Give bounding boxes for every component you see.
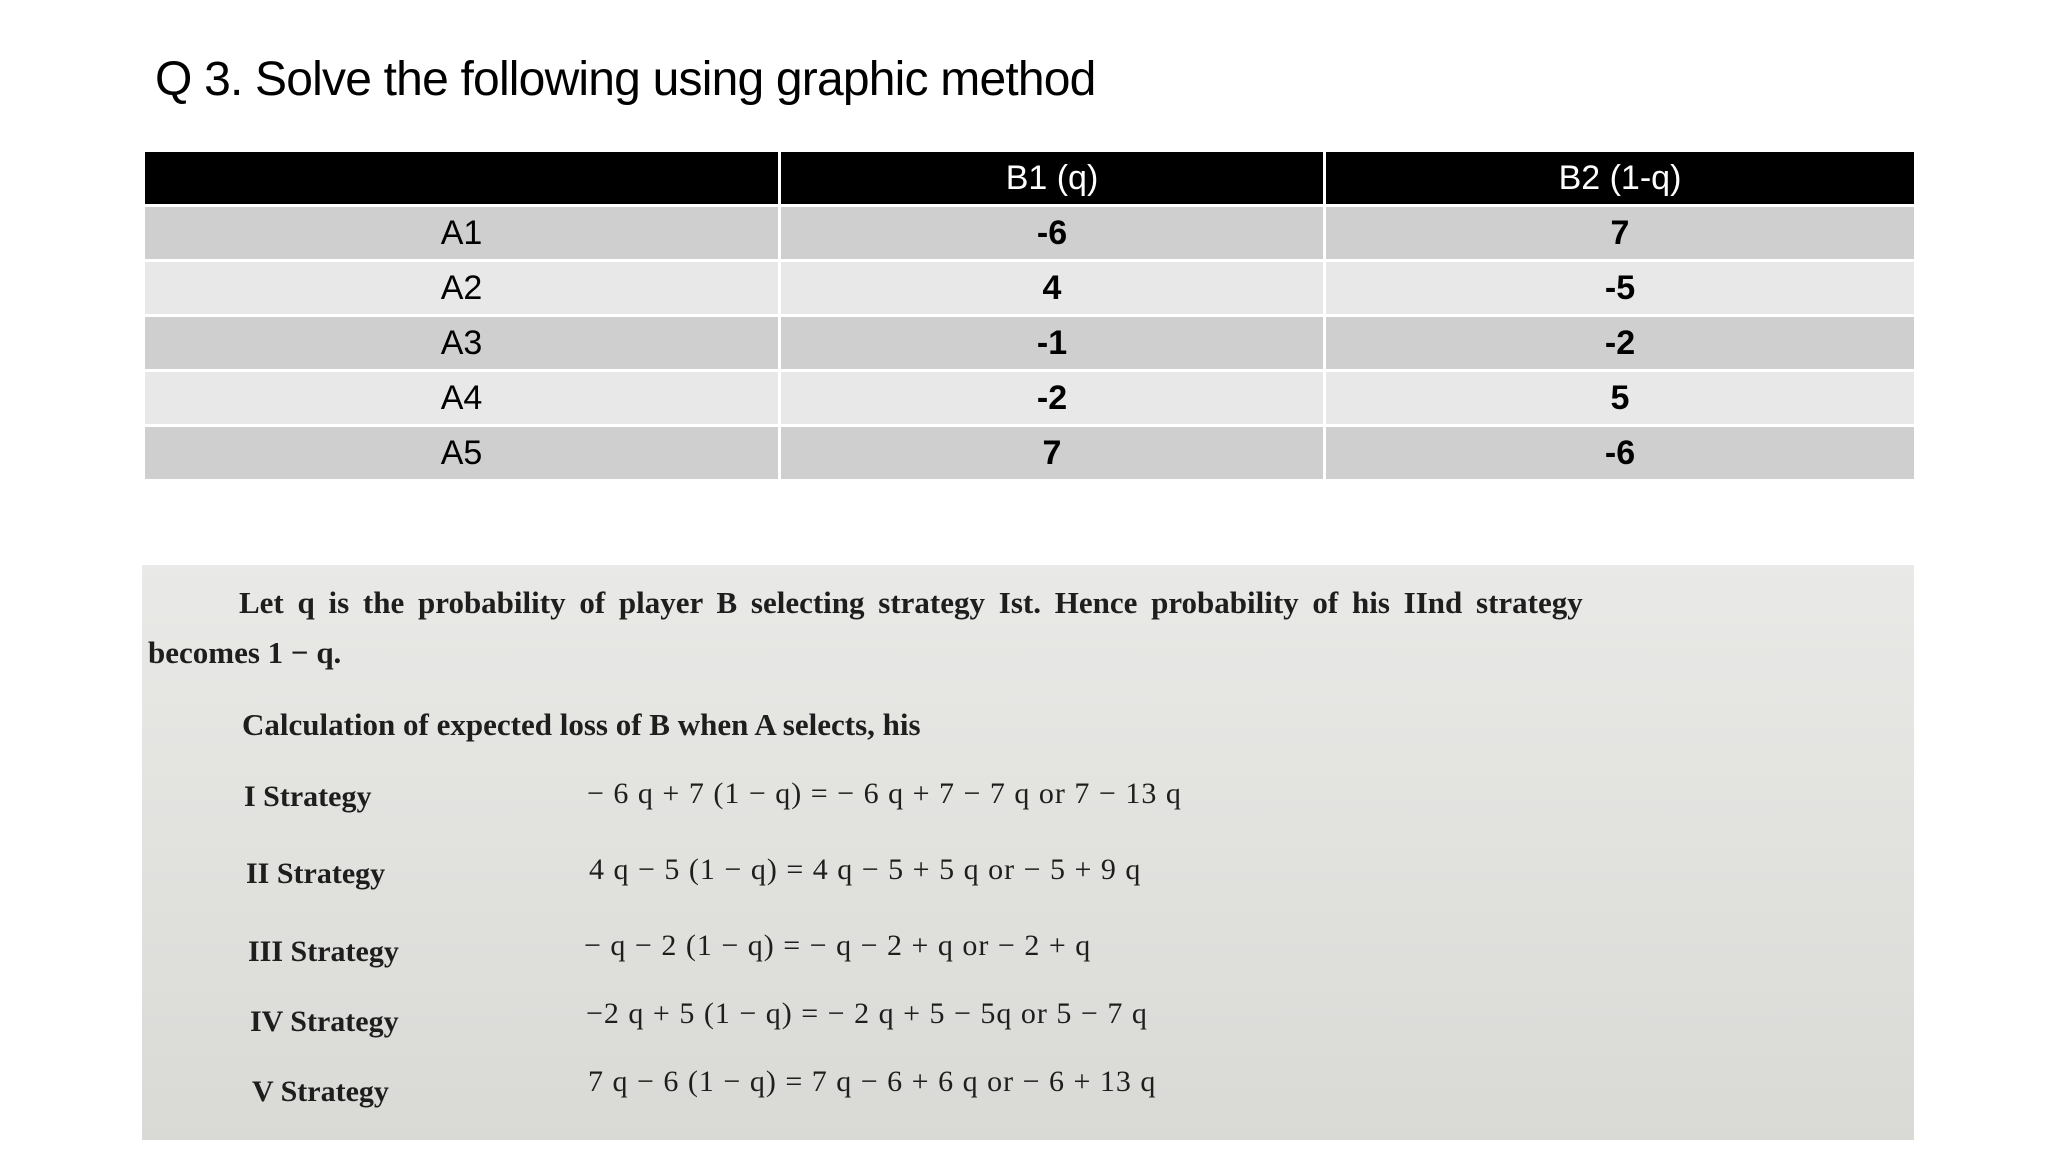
cell-b1: -1 (780, 316, 1325, 371)
calculation-heading: Calculation of expected loss of B when A selects, his (242, 707, 921, 742)
row-label: A1 (144, 206, 780, 261)
cell-b2: -5 (1325, 261, 1916, 316)
table-row (144, 371, 1916, 426)
cell-b1: -6 (780, 206, 1325, 261)
cell-b1: -2 (780, 371, 1325, 426)
strategy-label: II Strategy (246, 857, 386, 890)
row-label: A5 (144, 426, 780, 481)
header-b2: B2 (1-q) (1325, 152, 1916, 206)
row-label: A3 (144, 316, 780, 371)
table-row (144, 261, 1916, 316)
cell-b1: 4 (780, 261, 1325, 316)
cell-b2: -6 (1325, 426, 1916, 481)
strategy-equation: − q − 2 (1 − q) = − q − 2 + q or − 2 + q (584, 929, 1092, 962)
header-blank (144, 152, 780, 206)
row-label: A4 (144, 371, 780, 426)
header-b1: B1 (q) (780, 152, 1325, 206)
table-header-row (144, 152, 1916, 206)
row-label: A2 (144, 261, 780, 316)
strategy-label: V Strategy (252, 1075, 389, 1108)
cell-b2: 7 (1325, 206, 1916, 261)
strategy-equation: 4 q − 5 (1 − q) = 4 q − 5 + 5 q or − 5 + 9 q (589, 853, 1142, 886)
payoff-table (142, 152, 1917, 482)
cell-b1: 7 (780, 426, 1325, 481)
table-row (144, 316, 1916, 371)
scanned-solution-image (142, 565, 1914, 1140)
cell-b2: 5 (1325, 371, 1916, 426)
strategy-equation: 7 q − 6 (1 − q) = 7 q − 6 + 6 q or − 6 + 13 q (588, 1065, 1157, 1098)
table-row (144, 426, 1916, 481)
cell-b2: -2 (1325, 316, 1916, 371)
strategy-equation: − 6 q + 7 (1 − q) = − 6 q + 7 − 7 q or 7 − 13 q (587, 777, 1182, 810)
slide-title: Q 3. Solve the following using graphic method (155, 53, 1096, 106)
intro-text-line-1: Let q is the probability of player B selecting strategy Ist. Hence probability of his IInd strategy (239, 585, 1583, 620)
strategy-label: III Strategy (248, 935, 399, 968)
table-row (144, 206, 1916, 261)
intro-text-line-2: becomes 1 − q. (148, 635, 342, 670)
strategy-equation: −2 q + 5 (1 − q) = − 2 q + 5 − 5q or 5 − 7 q (586, 997, 1148, 1030)
strategy-label: IV Strategy (250, 1005, 399, 1038)
strategy-label: I Strategy (244, 780, 372, 813)
